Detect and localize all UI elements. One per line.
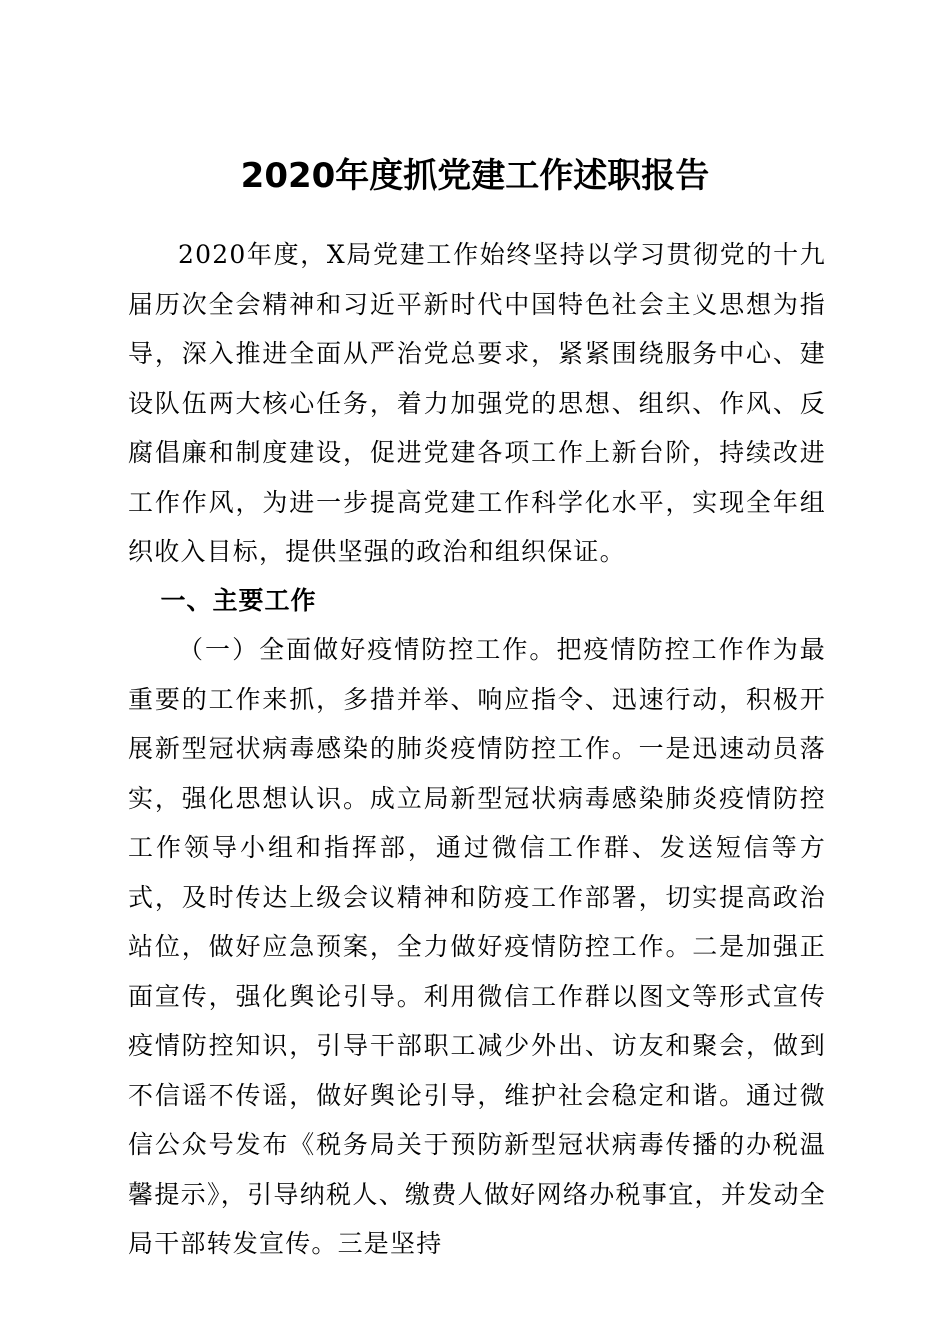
subsection-text: 把疫情防控工作作为最重要的工作来抓，多措并举、响应指令、迅速行动，积极开展新型冠状病毒感染的肺炎疫情防控工作。一是迅速动员落实，强化思想认识。成立局新型冠状病毒感染肺炎疫情防控工作领导小组和指挥部，通过微信工作群、发送短信等方式，及时传达上级会议精神和防疫工作部署，切实提高政治站位，做好应急预案，全力做好疫情防控工作。二是加强正面宣传，强化舆论引导。利用微信工作群以图文等形式宣传疫情防控知识，引导干部职工减少外出、访友和聚会，做到不信谣不传谣，做好舆论引导，维护社会稳定和谐。通过微信公众号发布《税务局关于预防新型冠状病毒传播的办税温馨提示》，引导纳税人、缴费人做好网络办税事宜，并发动全局干部转发宣传。三是坚持 bbox=[128, 635, 826, 1258]
section-heading: 一、主要工作 bbox=[160, 586, 317, 615]
document-title: 2020年度抓党建工作述职报告 bbox=[240, 156, 710, 196]
subsection-paragraph bbox=[128, 625, 826, 1269]
intro-paragraph: 2020年度，X局党建工作始终坚持以学习贯彻党的十九届历次全会精神和习近平新时代中国特色社会主义思想为指导，深入推进全面从严治党总要求，紧紧围绕服务中心、建设队伍两大核心任务，着力加强党的思想、组织、作风、反腐倡廉和制度建设，促进党建各项工作上新台阶，持续改进工作作风，为进一步提高党建工作科学化水平，实现全年组织收入目标，提供坚强的政治和组织保证。 bbox=[128, 240, 826, 566]
subsection-lead: （一）全面做好疫情防控工作。 bbox=[178, 635, 557, 664]
